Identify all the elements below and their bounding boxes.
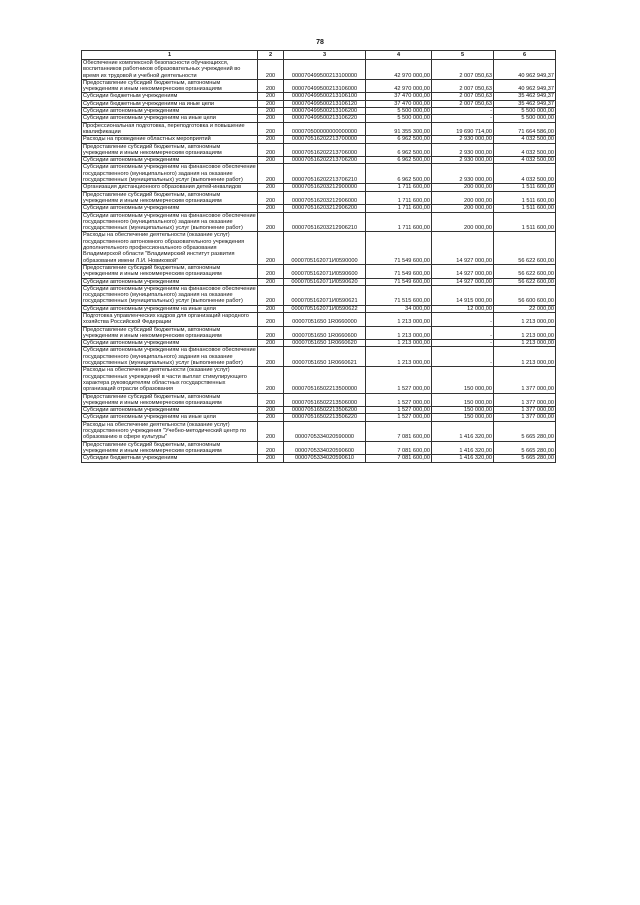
row-description: Расходы на обеспечение деятельности (оказание услуг) государственного учреждения "Учебно-методический центр по образованию в сфере культуры" — [82, 421, 258, 441]
row-description: Предоставление субсидий бюджетным, автономным учреждениям и иным некоммерческим организациям — [82, 191, 258, 205]
row-remaining-amount: 40 962 949,37 — [494, 60, 556, 80]
row-budget-classification: 000070516202213706210 — [284, 164, 366, 184]
row-description: Субсидии автономным учреждениям — [82, 278, 258, 285]
row-budget-classification: 0000705162071И0590600 — [284, 264, 366, 278]
row-remaining-amount: 4 032 500,00 — [494, 143, 556, 157]
row-budget-classification: 000070516502213506220 — [284, 414, 366, 421]
row-executed-amount: 2 930 000,00 — [432, 143, 494, 157]
row-code: 200 — [258, 312, 284, 326]
row-description: Расходы на проведение областных мероприятий — [82, 136, 258, 143]
row-remaining-amount: 5 500 000,00 — [494, 115, 556, 122]
row-remaining-amount: 1 213 000,00 — [494, 326, 556, 340]
table-row — [82, 285, 556, 305]
row-budget-classification: 00007051650 1R0660621 — [284, 347, 366, 367]
row-plan-amount: 1 213 000,00 — [366, 326, 432, 340]
row-budget-classification: 000070516502213506000 — [284, 393, 366, 407]
table-row — [82, 79, 556, 93]
row-budget-classification: 000070516203212906000 — [284, 191, 366, 205]
row-description: Субсидии автономным учреждениям — [82, 340, 258, 347]
row-plan-amount: 71 549 600,00 — [366, 278, 432, 285]
row-executed-amount: 2 007 050,63 — [432, 79, 494, 93]
row-budget-classification: 000070516502213500000 — [284, 367, 366, 393]
table-row — [82, 264, 556, 278]
row-budget-classification: 00007051650 1R0660000 — [284, 312, 366, 326]
row-executed-amount: 150 000,00 — [432, 393, 494, 407]
column-header-4: 4 — [366, 51, 432, 60]
row-code: 200 — [258, 347, 284, 367]
row-plan-amount: 7 081 600,00 — [366, 421, 432, 441]
row-executed-amount: 14 927 000,00 — [432, 264, 494, 278]
table-row — [82, 60, 556, 80]
row-plan-amount: 1 527 000,00 — [366, 414, 432, 421]
row-code: 200 — [258, 205, 284, 212]
table-row — [82, 347, 556, 367]
row-remaining-amount: 1 213 000,00 — [494, 347, 556, 367]
table-row — [82, 136, 556, 143]
row-executed-amount: 14 915 000,00 — [432, 285, 494, 305]
row-executed-amount: 2 007 050,63 — [432, 60, 494, 80]
row-code: 200 — [258, 455, 284, 462]
row-executed-amount: 150 000,00 — [432, 407, 494, 414]
row-executed-amount: - — [432, 326, 494, 340]
table-row — [82, 93, 556, 100]
column-header-5: 5 — [432, 51, 494, 60]
row-description: Организация дистанционного образования детей-инвалидов — [82, 184, 258, 191]
row-budget-classification: 000070500000000000000 — [284, 122, 366, 136]
row-code: 200 — [258, 407, 284, 414]
table-row — [82, 455, 556, 462]
row-executed-amount: 2 930 000,00 — [432, 164, 494, 184]
row-remaining-amount: 56 622 600,00 — [494, 232, 556, 264]
row-remaining-amount: 1 511 600,00 — [494, 191, 556, 205]
row-description: Расходы на обеспечение деятельности (оказание услуг) государственных учреждений в части выплат стимулирующего характера руководителям областных государственных организаций отрасли образования — [82, 367, 258, 393]
row-remaining-amount: 1 511 600,00 — [494, 184, 556, 191]
row-executed-amount: 200 000,00 — [432, 212, 494, 232]
row-budget-classification: 000070516202213706000 — [284, 143, 366, 157]
row-remaining-amount: 56 622 600,00 — [494, 264, 556, 278]
row-code: 200 — [258, 79, 284, 93]
row-executed-amount: 200 000,00 — [432, 191, 494, 205]
table-row — [82, 108, 556, 115]
row-plan-amount: 5 500 000,00 — [366, 108, 432, 115]
table-row — [82, 115, 556, 122]
row-executed-amount: - — [432, 340, 494, 347]
row-executed-amount: - — [432, 312, 494, 326]
row-budget-classification: 000070516202213706200 — [284, 157, 366, 164]
row-plan-amount: 37 470 000,00 — [366, 100, 432, 107]
row-code: 200 — [258, 414, 284, 421]
row-remaining-amount: 1 213 000,00 — [494, 312, 556, 326]
row-executed-amount: 1 416 320,00 — [432, 421, 494, 441]
row-executed-amount: 200 000,00 — [432, 184, 494, 191]
table-row — [82, 340, 556, 347]
table-row — [82, 100, 556, 107]
table-body — [82, 60, 556, 463]
row-remaining-amount: 1 213 000,00 — [494, 340, 556, 347]
row-remaining-amount: 1 511 600,00 — [494, 212, 556, 232]
table-row — [82, 407, 556, 414]
row-code: 200 — [258, 143, 284, 157]
row-code: 200 — [258, 441, 284, 455]
row-executed-amount: 2 007 050,63 — [432, 100, 494, 107]
row-remaining-amount: 1 377 000,00 — [494, 367, 556, 393]
row-remaining-amount: 4 032 500,00 — [494, 136, 556, 143]
row-code: 200 — [258, 164, 284, 184]
row-plan-amount: 1 527 000,00 — [366, 367, 432, 393]
row-description: Субсидии бюджетным учреждениям на иные цели — [82, 100, 258, 107]
row-code: 200 — [258, 157, 284, 164]
row-description: Профессиональная подготовка, переподготовка и повышение квалификации — [82, 122, 258, 136]
row-budget-classification: 0000705162071И0590621 — [284, 285, 366, 305]
row-code: 200 — [258, 136, 284, 143]
row-description: Субсидии бюджетным учреждениям — [82, 93, 258, 100]
row-code: 200 — [258, 232, 284, 264]
row-plan-amount: 1 711 600,00 — [366, 212, 432, 232]
row-executed-amount: 19 690 714,00 — [432, 122, 494, 136]
column-header-3: 3 — [284, 51, 366, 60]
row-executed-amount: 1 416 320,00 — [432, 441, 494, 455]
row-description: Предоставление субсидий бюджетным, автономным учреждениям и иным некоммерческим организациям — [82, 441, 258, 455]
row-executed-amount: 200 000,00 — [432, 205, 494, 212]
table-row — [82, 157, 556, 164]
table-row — [82, 326, 556, 340]
row-description: Субсидии автономным учреждениям на финансовое обеспечение государственного (муниципального) задания на оказание государственных (муниципальных) услуг (выполнение работ) — [83, 212, 256, 232]
table-row — [82, 312, 556, 326]
table-row — [82, 184, 556, 191]
row-plan-amount: 34 000,00 — [366, 305, 432, 312]
row-plan-amount: 5 500 000,00 — [366, 115, 432, 122]
row-code: 200 — [258, 191, 284, 205]
budget-table — [81, 50, 556, 463]
column-header-2: 2 — [258, 51, 284, 60]
row-remaining-amount: 5 665 280,00 — [494, 441, 556, 455]
row-remaining-amount: 35 462 949,37 — [494, 93, 556, 100]
row-budget-classification: 00007051650 1R0660600 — [284, 326, 366, 340]
row-code: 200 — [258, 108, 284, 115]
row-plan-amount: 42 970 000,00 — [366, 60, 432, 80]
row-plan-amount: 1 527 000,00 — [366, 407, 432, 414]
row-remaining-amount: 1 511 600,00 — [494, 205, 556, 212]
row-executed-amount: 14 927 000,00 — [432, 278, 494, 285]
row-budget-classification: 0000705334020590610 — [284, 455, 366, 462]
row-budget-classification: 000070516502213506200 — [284, 407, 366, 414]
row-plan-amount: 6 962 500,00 — [366, 157, 432, 164]
page-number: 78 — [316, 39, 324, 46]
row-description: Подготовка управленческих кадров для организаций народного хозяйства Российской Федерации — [82, 312, 258, 326]
row-remaining-amount: 1 377 000,00 — [494, 407, 556, 414]
table-row — [82, 441, 556, 455]
row-plan-amount: 37 470 000,00 — [366, 93, 432, 100]
row-code: 200 — [258, 60, 284, 80]
table-row — [82, 232, 556, 264]
row-budget-classification: 000070499500213106120 — [284, 100, 366, 107]
row-executed-amount: 150 000,00 — [432, 414, 494, 421]
row-remaining-amount: 5 500 000,00 — [494, 108, 556, 115]
row-code: 200 — [258, 278, 284, 285]
row-plan-amount: 6 962 500,00 — [366, 143, 432, 157]
row-description: Субсидии автономным учреждениям — [82, 205, 258, 212]
row-description: Обеспечение комплексной безопасности обучающихся, воспитанников работников образовательных учреждений во время их трудовой и учебной деятельности — [82, 60, 258, 80]
row-remaining-amount: 22 000,00 — [494, 305, 556, 312]
row-plan-amount: 1 711 600,00 — [366, 205, 432, 212]
row-budget-classification: 0000705162071И0590620 — [284, 278, 366, 285]
row-plan-amount: 71 549 600,00 — [366, 232, 432, 264]
row-plan-amount: 91 355 300,00 — [366, 122, 432, 136]
table-row — [82, 191, 556, 205]
row-description: Предоставление субсидий бюджетным, автономным учреждениям и иным некоммерческим организациям — [82, 264, 258, 278]
row-code: 200 — [258, 421, 284, 441]
row-plan-amount: 1 711 600,00 — [366, 191, 432, 205]
table-row — [82, 414, 556, 421]
row-plan-amount: 1 213 000,00 — [366, 340, 432, 347]
row-code: 200 — [258, 367, 284, 393]
row-remaining-amount: 4 032 500,00 — [494, 157, 556, 164]
row-budget-classification: 000070499500213106100 — [284, 93, 366, 100]
row-code: 200 — [258, 184, 284, 191]
row-remaining-amount: 35 462 949,37 — [494, 100, 556, 107]
row-budget-classification: 0000705162071И0590000 — [284, 232, 366, 264]
row-description: Субсидии автономным учреждениям на финансовое обеспечение государственного (муниципального) задания на оказание государственных (муниципальных) услуг (выполнение работ) — [83, 285, 256, 305]
row-plan-amount: 1 527 000,00 — [366, 393, 432, 407]
row-budget-classification: 000070499500213100000 — [284, 60, 366, 80]
row-code: 200 — [258, 393, 284, 407]
row-remaining-amount: 5 665 280,00 — [494, 421, 556, 441]
row-code: 200 — [258, 305, 284, 312]
row-plan-amount: 71 515 600,00 — [366, 285, 432, 305]
row-budget-classification: 000070499500213106200 — [284, 108, 366, 115]
row-plan-amount: 1 213 000,00 — [366, 347, 432, 367]
table-row — [82, 205, 556, 212]
row-remaining-amount: 5 665 280,00 — [494, 455, 556, 462]
table-row — [82, 305, 556, 312]
row-plan-amount: 42 970 000,00 — [366, 79, 432, 93]
row-budget-classification: 0000705162071И0590622 — [284, 305, 366, 312]
row-budget-classification: 000070499500213106000 — [284, 79, 366, 93]
table-row — [82, 164, 556, 184]
row-description: Субсидии автономным учреждениям на иные цели — [82, 115, 258, 122]
row-remaining-amount: 4 032 500,00 — [494, 164, 556, 184]
row-description: Расходы на обеспечение деятельности (оказание услуг) государственного автономного образовательного учреждения дополнительного профессионального образования Владимирской области "Владимирский институт развития образования имени Л.И. Новиковой" — [82, 232, 258, 264]
row-executed-amount: - — [432, 347, 494, 367]
row-description: Субсидии автономным учреждениям на финансовое обеспечение государственного (муниципального) задания на оказание государственных (муниципальных) услуг (выполнение работ) — [83, 164, 256, 184]
row-plan-amount: 7 081 600,00 — [366, 455, 432, 462]
row-code: 200 — [258, 212, 284, 232]
row-code: 200 — [258, 93, 284, 100]
row-executed-amount: 14 927 000,00 — [432, 232, 494, 264]
row-executed-amount: 1 416 320,00 — [432, 455, 494, 462]
table-row — [82, 278, 556, 285]
row-description: Субсидии автономным учреждениям — [82, 108, 258, 115]
row-plan-amount: 1 213 000,00 — [366, 312, 432, 326]
row-budget-classification: 000070516203212900000 — [284, 184, 366, 191]
row-budget-classification: 0000705334020590600 — [284, 441, 366, 455]
row-plan-amount: 1 711 600,00 — [366, 184, 432, 191]
column-header-1: 1 — [82, 51, 258, 60]
row-code: 200 — [258, 285, 284, 305]
row-budget-classification: 0000705334020590000 — [284, 421, 366, 441]
row-remaining-amount: 56 622 600,00 — [494, 278, 556, 285]
row-executed-amount: 150 000,00 — [432, 367, 494, 393]
table-row — [82, 122, 556, 136]
table-row — [82, 393, 556, 407]
row-description: Субсидии автономным учреждениям на финансовое обеспечение государственного (муниципального) задания на оказание государственных (муниципальных) услуг (выполнение работ) — [83, 347, 256, 367]
row-executed-amount: - — [432, 108, 494, 115]
table-row — [82, 421, 556, 441]
row-budget-classification: 00007051650 1R0660620 — [284, 340, 366, 347]
row-description: Предоставление субсидий бюджетным, автономным учреждениям и иным некоммерческим организациям — [82, 143, 258, 157]
row-description: Предоставление субсидий бюджетным, автономным учреждениям и иным некоммерческим организациям — [82, 393, 258, 407]
row-code: 200 — [258, 340, 284, 347]
row-budget-classification: 000070516202213700000 — [284, 136, 366, 143]
column-header-6: 6 — [494, 51, 556, 60]
row-code: 200 — [258, 264, 284, 278]
row-code: 200 — [258, 115, 284, 122]
row-plan-amount: 71 549 600,00 — [366, 264, 432, 278]
row-executed-amount: 2 930 000,00 — [432, 157, 494, 164]
row-code: 200 — [258, 100, 284, 107]
table-row — [82, 367, 556, 393]
row-code: 200 — [258, 326, 284, 340]
row-description: Субсидии автономным учреждениям на иные цели — [82, 414, 258, 421]
row-budget-classification: 000070499500213106220 — [284, 115, 366, 122]
row-budget-classification: 000070516203212906200 — [284, 205, 366, 212]
row-plan-amount: 7 081 600,00 — [366, 441, 432, 455]
row-executed-amount: - — [432, 115, 494, 122]
row-remaining-amount: 1 377 000,00 — [494, 393, 556, 407]
row-executed-amount: 2 930 000,00 — [432, 136, 494, 143]
row-plan-amount: 6 962 500,00 — [366, 164, 432, 184]
header-row — [82, 51, 556, 60]
row-code: 200 — [258, 122, 284, 136]
row-remaining-amount: 1 377 000,00 — [494, 414, 556, 421]
row-budget-classification: 000070516203212906210 — [284, 212, 366, 232]
row-description: Субсидии бюджетным учреждениям — [82, 455, 258, 462]
table-row — [82, 212, 556, 232]
row-plan-amount: 6 962 500,00 — [366, 136, 432, 143]
row-description: Субсидии автономным учреждениям — [82, 157, 258, 164]
row-description: Субсидии автономным учреждениям на иные цели — [82, 305, 258, 312]
row-executed-amount: 12 000,00 — [432, 305, 494, 312]
row-remaining-amount: 71 664 586,00 — [494, 122, 556, 136]
table-row — [82, 143, 556, 157]
row-executed-amount: 2 007 050,63 — [432, 93, 494, 100]
row-description: Субсидии автономным учреждениям — [82, 407, 258, 414]
row-remaining-amount: 56 600 600,00 — [494, 285, 556, 305]
row-remaining-amount: 40 962 949,37 — [494, 79, 556, 93]
row-description: Предоставление субсидий бюджетным, автономным учреждениям и иным некоммерческим организациям — [82, 79, 258, 93]
row-description: Предоставление субсидий бюджетным, автономным учреждениям и иным некоммерческим организациям — [82, 326, 258, 340]
